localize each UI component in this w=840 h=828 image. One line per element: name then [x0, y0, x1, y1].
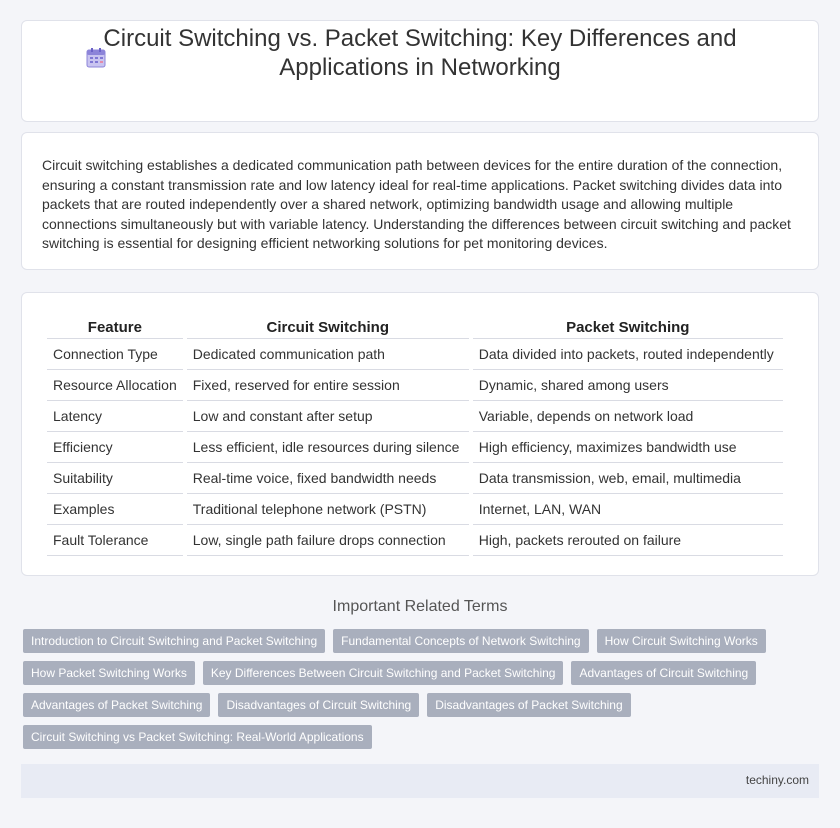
- comparison-table: [43, 315, 787, 556]
- table-cell: Traditional telephone network (PSTN): [187, 494, 469, 525]
- table-cell: High, packets rerouted on failure: [473, 525, 783, 556]
- related-term-link[interactable]: Key Differences Between Circuit Switching and Packet Switching: [203, 661, 564, 685]
- table-cell: Variable, depends on network load: [473, 401, 783, 432]
- table-cell: Examples: [47, 494, 183, 525]
- related-term-link[interactable]: How Circuit Switching Works: [597, 629, 766, 653]
- table-cell: Data divided into packets, routed independently: [473, 339, 783, 370]
- page-title-line-1: Circuit Switching vs. Packet Switching: Key Differences and: [103, 25, 737, 52]
- table-cell: Real-time voice, fixed bandwidth needs: [187, 463, 469, 494]
- column-header-feature: Feature: [47, 315, 183, 339]
- table-row: [47, 432, 783, 463]
- related-terms-list: [23, 629, 813, 749]
- related-term-link[interactable]: Introduction to Circuit Switching and Packet Switching: [23, 629, 325, 653]
- table-row: [47, 339, 783, 370]
- table-cell: Data transmission, web, email, multimedia: [473, 463, 783, 494]
- column-header-circuit: Circuit Switching: [187, 315, 469, 339]
- related-terms-heading: Important Related Terms: [332, 598, 508, 615]
- related-term-link[interactable]: Advantages of Circuit Switching: [571, 661, 756, 685]
- table-row: [47, 370, 783, 401]
- related-term-link[interactable]: Advantages of Packet Switching: [23, 693, 210, 717]
- page-title-line-2: Applications in Networking: [279, 54, 561, 81]
- table-cell: Fixed, reserved for entire session: [187, 370, 469, 401]
- table-cell: Fault Tolerance: [47, 525, 183, 556]
- table-row: [47, 494, 783, 525]
- table-row: [47, 401, 783, 432]
- related-term-link[interactable]: Disadvantages of Circuit Switching: [218, 693, 419, 717]
- table-cell: Connection Type: [47, 339, 183, 370]
- table-cell: Resource Allocation: [47, 370, 183, 401]
- footer: [21, 764, 819, 798]
- table-cell: Low, single path failure drops connection: [187, 525, 469, 556]
- related-term-link[interactable]: Circuit Switching vs Packet Switching: Real-World Applications: [23, 725, 372, 749]
- intro-card: [21, 132, 819, 270]
- table-cell: Latency: [47, 401, 183, 432]
- table-cell: High efficiency, maximizes bandwidth use: [473, 432, 783, 463]
- column-header-packet: Packet Switching: [473, 315, 783, 339]
- table-row: [47, 525, 783, 556]
- related-term-link[interactable]: Disadvantages of Packet Switching: [427, 693, 630, 717]
- comparison-card: [21, 292, 819, 576]
- table-row: [47, 463, 783, 494]
- related-term-link[interactable]: How Packet Switching Works: [23, 661, 195, 685]
- table-cell: Suitability: [47, 463, 183, 494]
- table-cell: Less efficient, idle resources during silence: [187, 432, 469, 463]
- footer-site-link[interactable]: techiny.com: [745, 773, 809, 787]
- table-cell: Efficiency: [47, 432, 183, 463]
- page-title: [0, 24, 840, 82]
- related-term-link[interactable]: Fundamental Concepts of Network Switching: [333, 629, 588, 653]
- table-cell: Dedicated communication path: [187, 339, 469, 370]
- table-cell: Dynamic, shared among users: [473, 370, 783, 401]
- table-cell: Low and constant after setup: [187, 401, 469, 432]
- intro-paragraph: Circuit switching establishes a dedicated communication path between devices for the entire duration of the connection, ensuring a constant transmission rate and low latency ideal for real-time applications. Packet switching divides data into packets that are routed independently over a shared network, optimizing bandwidth usage and allowing multiple connections simultaneously but with variable latency. Understanding the differences between circuit switching and packet switching is essential for designing efficient networking solutions for pet monitoring devices.: [42, 157, 791, 251]
- table-cell: Internet, LAN, WAN: [473, 494, 783, 525]
- table-header-row: [47, 315, 783, 339]
